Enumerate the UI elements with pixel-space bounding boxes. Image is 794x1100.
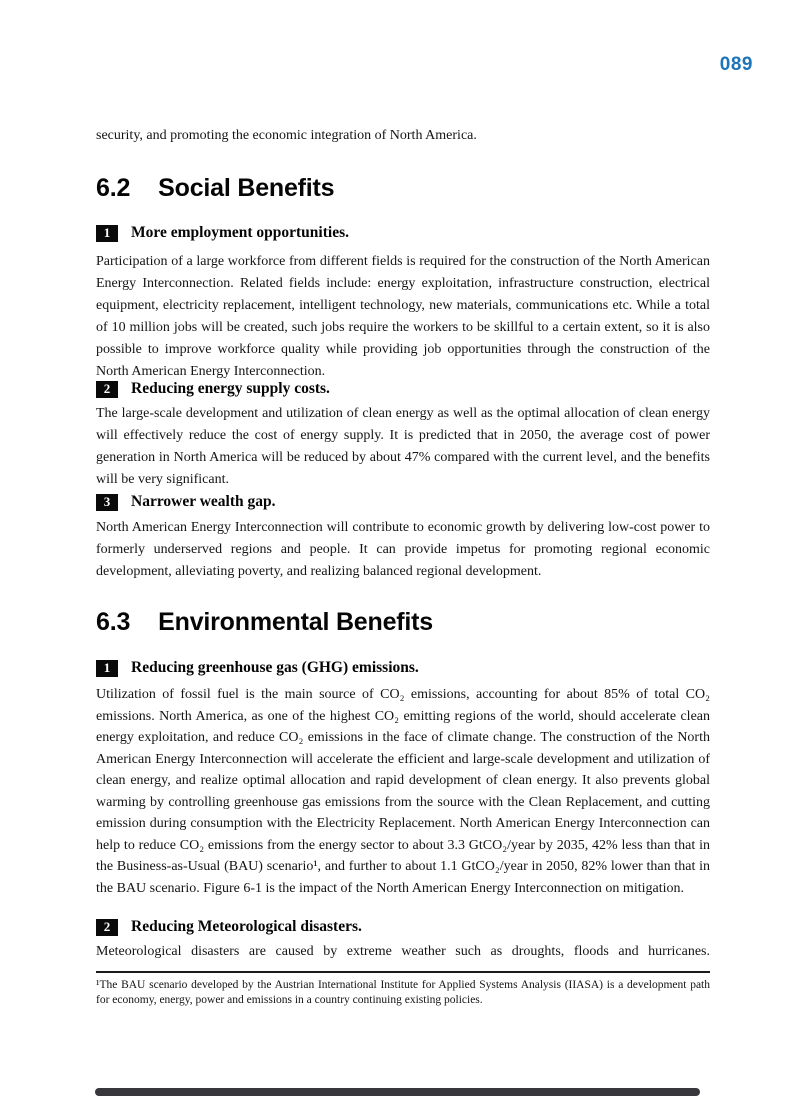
- list-item-heading: [96, 918, 710, 936]
- footnote-text: ¹The BAU scenario developed by the Austrian International Institute for Applied Systems Analysis (IIASA) is a development path for economy, energy, power and emissions in a country continuing existing policies.: [96, 979, 710, 1006]
- item-number-badge: 3: [96, 494, 118, 511]
- item-number-badge: 1: [96, 660, 118, 677]
- item-title: Narrower wealth gap.: [131, 493, 276, 510]
- section-heading-6-3: [96, 607, 710, 637]
- item-title: Reducing energy supply costs.: [131, 380, 330, 397]
- item-title: More employment opportunities.: [131, 224, 349, 241]
- intro-paragraph: security, and promoting the economic integration of North America.: [96, 128, 477, 143]
- paragraph: Meteorological disasters are caused by extreme weather such as droughts, floods and hurricanes.: [96, 944, 710, 959]
- section-title: Social Benefits: [158, 174, 335, 202]
- list-item-heading: [96, 493, 710, 511]
- list-item-heading: [96, 659, 710, 677]
- list-item-heading: [96, 224, 710, 242]
- paragraph: Utilization of fossil fuel is the main source of CO₂ emissions, accounting for about 85% of total CO₂ emissions. North America, as one of the highest CO₂ emitting regions of the world, should accelerate clean energy exploitation, and reduce CO₂ emissions in the face of climate change. The construction of the North American Energy Interconnection will accelerate the efficient and large-scale development and utilization of clean energy, and realize optimal allocation and rapid development of clean energy. It also prevents global warming by controlling greenhouse gas emissions from the source with the Clean Replacement, and cutting emission during consumption with the Electricity Replacement. North American Energy Interconnection can help to reduce CO₂ emissions from the energy sector to about 3.3 GtCO₂/year by 2035, 42% less than that in the Business-as-Usual (BAU) scenario¹, and further to about 1.1 GtCO₂/year in 2050, 82% lower than that in the BAU scenario. Figure 6-1 is the impact of the North American Energy Interconnection on mitigation.: [96, 687, 710, 896]
- list-item-heading: [96, 380, 710, 398]
- paragraph: Participation of a large workforce from different fields is required for the construction of the North American Energy Interconnection. Related fields include: energy exploitation, infrastructure construction, electrical equipment, electricity replacement, intelligent technology, new materials, communications etc. While a total of 10 million jobs will be created, such jobs require the workers to be skillful to a certain extent, so it is also possible to improve workforce quality while providing job opportunities through the construction of the North American Energy Interconnection.: [96, 254, 710, 379]
- item-title: Reducing Meteorological disasters.: [131, 918, 362, 935]
- section-number: 6.2: [96, 174, 131, 202]
- item-title: Reducing greenhouse gas (GHG) emissions.: [131, 659, 419, 676]
- section-title: Environmental Benefits: [158, 608, 433, 636]
- item-number-badge: 1: [96, 225, 118, 242]
- bottom-drag-handle[interactable]: [95, 1088, 700, 1096]
- paragraph: The large-scale development and utilization of clean energy as well as the optimal allocation of clean energy will effectively reduce the cost of energy supply. It is predicted that in 2050, the average cost of power generation in North America will be reduced by about 47% compared with the current level, and the benefits will be very significant.: [96, 406, 710, 487]
- item-number-badge: 2: [96, 919, 118, 936]
- page-number: 089: [719, 54, 753, 75]
- item-number-badge: 2: [96, 381, 118, 398]
- section-heading-6-2: [96, 173, 710, 203]
- section-number: 6.3: [96, 608, 131, 636]
- footnote-divider: [96, 971, 710, 973]
- paragraph: North American Energy Interconnection will contribute to economic growth by delivering low-cost power to formerly underserved regions and people. It can provide impetus for promoting regional economic development, alleviating poverty, and realizing balanced regional development.: [96, 520, 710, 579]
